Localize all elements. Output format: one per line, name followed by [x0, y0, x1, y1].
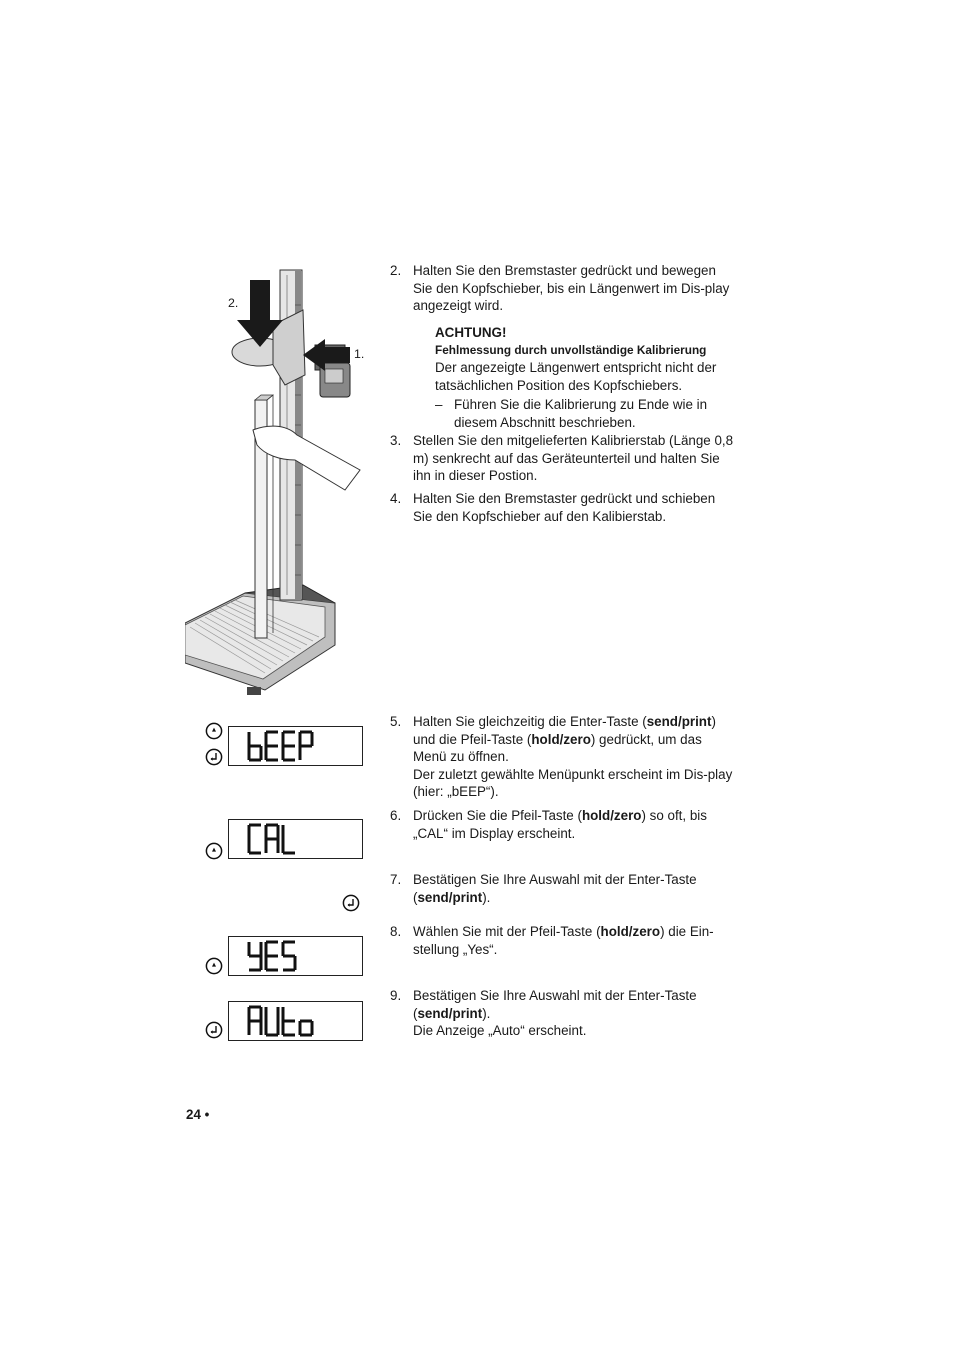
step-note: Die Anzeige „Auto“ erscheint.	[413, 1023, 587, 1039]
step-text: Drücken Sie die Pfeil-Taste (hold/zero) so oft, bis „CAL“ im Display erscheint.	[413, 808, 707, 841]
illustration-label-1: 1.	[354, 347, 365, 361]
lcd-digit	[249, 1007, 261, 1035]
enter-button-icon	[342, 894, 360, 912]
lcd-digit	[300, 732, 312, 760]
lcd-digits	[229, 937, 362, 975]
lcd-display-yes	[228, 936, 363, 976]
illustration-label-2: 2.	[228, 296, 239, 310]
lcd-digit	[266, 825, 278, 853]
lcd-digit	[249, 732, 261, 760]
step-text: Bestätigen Sie Ihre Auswahl mit der Enter-Taste (send/print).	[413, 988, 697, 1021]
step-3	[390, 432, 735, 485]
warning-subtitle: Fehlmessung durch unvollständige Kalibrierung	[435, 342, 707, 357]
lcd-digits	[229, 727, 362, 765]
lcd-display-beep	[228, 726, 363, 766]
lcd-digit	[283, 732, 295, 760]
enter-button-icon	[205, 748, 223, 766]
lcd-digit	[266, 732, 278, 760]
step-6	[390, 807, 735, 842]
step-text: Halten Sie den Bremstaster gedrückt und schieben Sie den Kopfschieber auf den Kalibierstab.	[413, 491, 716, 524]
bullet-text: Führen Sie die Kalibrierung zu Ende wie in diesem Abschnitt beschrieben.	[454, 397, 708, 430]
step-text: Stellen Sie den mitgelieferten Kalibrierstab (Länge 0,8 m) senkrecht auf das Geräteunterteil und halten Sie ihn in dieser Postion.	[413, 433, 734, 484]
step-9	[390, 987, 735, 1040]
step-number: 5.	[390, 714, 402, 729]
step-4	[390, 490, 735, 525]
step-number: 6.	[390, 808, 402, 823]
warning-body: Der angezeigte Längenwert entspricht nicht der tatsächlichen Position des Kopfschiebers.	[435, 360, 717, 393]
lcd-digit	[249, 942, 261, 970]
lcd-digit	[249, 825, 261, 853]
step-7	[390, 871, 735, 906]
step-number: 4.	[390, 491, 402, 506]
step-text: Bestätigen Sie Ihre Auswahl mit der Enter-Taste (send/print).	[413, 872, 697, 905]
lcd-digits	[229, 1002, 362, 1040]
step-number: 9.	[390, 988, 402, 1003]
lcd-digit	[283, 825, 295, 853]
warning-box	[435, 324, 735, 432]
step-note: Der zuletzt gewählte Menüpunkt erscheint im Dis-play (hier: „bEEP“).	[413, 766, 733, 800]
bullet-dash: –	[435, 397, 443, 413]
step-number: 8.	[390, 924, 402, 939]
lcd-digit	[283, 1007, 295, 1035]
measuring-station-illustration	[185, 265, 375, 710]
step-8	[390, 923, 735, 958]
lcd-digit	[300, 1021, 312, 1035]
step-text: Wählen Sie mit der Pfeil-Taste (hold/zero) die Ein-stellung „Yes“.	[413, 924, 714, 957]
lcd-digits	[229, 820, 362, 858]
arrow-up-button-icon	[205, 957, 223, 975]
enter-button-icon	[205, 1021, 223, 1039]
page-number: 24 •	[186, 1107, 210, 1122]
warning-title: ACHTUNG!	[435, 325, 507, 340]
step-2	[390, 262, 735, 315]
step-number: 3.	[390, 433, 402, 448]
step-5	[390, 713, 735, 801]
step-number: 7.	[390, 872, 402, 887]
step-text: Halten Sie gleichzeitig die Enter-Taste (send/print) und die Pfeil-Taste (hold/zero) gedrückt, um das Menü zu öffnen.	[413, 714, 716, 765]
lcd-display-cal	[228, 819, 363, 859]
hand	[253, 426, 360, 490]
step-text: Halten Sie den Bremstaster gedrückt und bewegen Sie den Kopfschieber, bis ein Längenwert im Dis-play angezeigt wird.	[413, 263, 730, 314]
step-number: 2.	[390, 263, 402, 278]
arrow-up-button-icon	[205, 722, 223, 740]
lcd-digit	[266, 1007, 278, 1035]
warning-bullet	[435, 396, 735, 431]
lcd-digit	[266, 942, 278, 970]
arrow-up-button-icon	[205, 842, 223, 860]
lcd-display-auto	[228, 1001, 363, 1041]
lcd-digit	[283, 942, 295, 970]
